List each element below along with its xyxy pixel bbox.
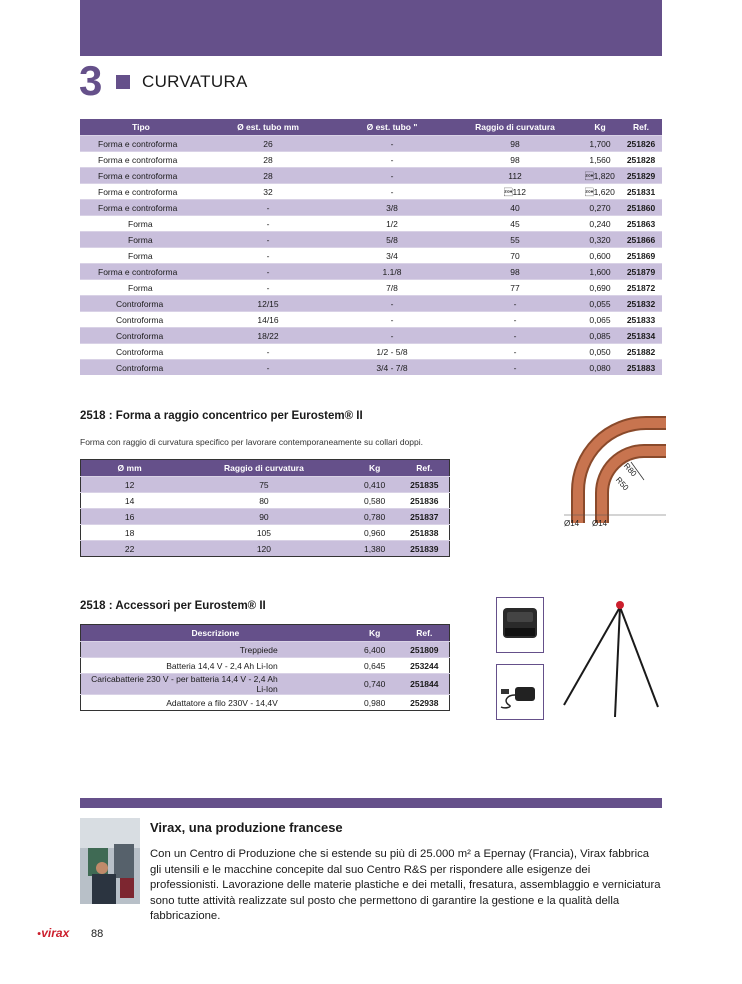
main-cell: 1/2 - 5/8: [334, 344, 450, 360]
acc-header-0: Descrizione: [81, 625, 350, 642]
main-cell: 251872: [620, 280, 662, 296]
main-cell: 1.1/8: [334, 264, 450, 280]
main-cell: Controforma: [80, 360, 202, 376]
main-cell: 112: [450, 168, 580, 184]
main-cell: 0,690: [580, 280, 620, 296]
main-cell: -: [450, 344, 580, 360]
charger-image: [496, 664, 544, 720]
table-row: [80, 136, 662, 152]
main-cell: Forma: [80, 232, 202, 248]
main-cell: 0,085: [580, 328, 620, 344]
main-cell: Forma: [80, 216, 202, 232]
conc-cell: 12: [81, 477, 179, 493]
conc-header-3: Ref.: [400, 460, 450, 477]
main-cell: 1,820: [580, 168, 620, 184]
main-cell: 251879: [620, 264, 662, 280]
main-cell: 40: [450, 200, 580, 216]
table-row: [81, 509, 450, 525]
tripod-image: [560, 595, 662, 720]
main-cell: 0,055: [580, 296, 620, 312]
table-row: [80, 344, 662, 360]
main-cell: 251883: [620, 360, 662, 376]
table-row: [80, 296, 662, 312]
conc-cell: 0,780: [350, 509, 400, 525]
main-cell: -: [202, 360, 334, 376]
conc-cell: 0,410: [350, 477, 400, 493]
table-row: [81, 493, 450, 509]
main-cell: 70: [450, 248, 580, 264]
header-band: [80, 0, 662, 56]
main-cell: 3/4 - 7/8: [334, 360, 450, 376]
main-cell: 45: [450, 216, 580, 232]
table-row: [80, 360, 662, 376]
conc-cell: 120: [178, 541, 349, 557]
main-cell: 1,620: [580, 184, 620, 200]
acc-cell: Batteria 14,4 V - 2,4 Ah Li-Ion: [81, 658, 350, 674]
main-cell: Forma: [80, 248, 202, 264]
accessories-table: [80, 624, 450, 711]
conc-cell: 90: [178, 509, 349, 525]
main-cell: -: [334, 296, 450, 312]
main-cell: 1,560: [580, 152, 620, 168]
conc-cell: 16: [81, 509, 179, 525]
conc-cell: 1,380: [350, 541, 400, 557]
footer-band: [80, 798, 662, 808]
main-header-4: Kg: [580, 119, 620, 136]
main-cell: -: [202, 344, 334, 360]
main-cell: 7/8: [334, 280, 450, 296]
table-row: [81, 658, 450, 674]
acc-header-2: Ref.: [400, 625, 450, 642]
main-cell: 251882: [620, 344, 662, 360]
radius-inner-label: R50: [613, 475, 631, 493]
main-cell: 251831: [620, 184, 662, 200]
acc-cell: 252938: [400, 695, 450, 711]
table-row: [80, 216, 662, 232]
main-cell: -: [202, 232, 334, 248]
conc-cell: 251837: [400, 509, 450, 525]
table-row: [81, 642, 450, 658]
table-row: [80, 280, 662, 296]
main-cell: -: [450, 312, 580, 328]
conc-cell: 251835: [400, 477, 450, 493]
main-header-3: Raggio di curvatura: [450, 119, 580, 136]
conc-header-0: Ø mm: [81, 460, 179, 477]
table-row: [80, 264, 662, 280]
main-cell: 1,700: [580, 136, 620, 152]
main-cell: 12/15: [202, 296, 334, 312]
acc-cell: 0,740: [350, 674, 400, 695]
table-row: [80, 168, 662, 184]
table-row: [81, 695, 450, 711]
main-cell: 1/2: [334, 216, 450, 232]
main-cell: -: [334, 168, 450, 184]
table-row: [81, 525, 450, 541]
section-title: CURVATURA: [142, 72, 248, 91]
main-cell: Forma e controforma: [80, 168, 202, 184]
table-row: [80, 232, 662, 248]
main-cell: 251828: [620, 152, 662, 168]
conc-cell: 251839: [400, 541, 450, 557]
page-number: 88: [91, 928, 104, 940]
conc-cell: 80: [178, 493, 349, 509]
conc-header-1: Raggio di curvatura: [178, 460, 349, 477]
main-cell: -: [202, 264, 334, 280]
diameter-2-label: Ø14: [592, 519, 608, 528]
table-row: [80, 312, 662, 328]
main-cell: 112: [450, 184, 580, 200]
main-header-5: Ref.: [620, 119, 662, 136]
acc-cell: Caricabatterie 230 V - per batteria 14,4 V - 2,4 Ah Li-Ion: [81, 674, 350, 695]
conc-cell: 251836: [400, 493, 450, 509]
virax-logo: ●virax: [37, 926, 70, 940]
main-cell: Controforma: [80, 312, 202, 328]
main-cell: 3/4: [334, 248, 450, 264]
main-cell: 251833: [620, 312, 662, 328]
main-cell: 251863: [620, 216, 662, 232]
conc-cell: 75: [178, 477, 349, 493]
table-row: [81, 477, 450, 493]
main-cell: 77: [450, 280, 580, 296]
conc-cell: 22: [81, 541, 179, 557]
main-cell: 251834: [620, 328, 662, 344]
main-cell: 26: [202, 136, 334, 152]
bend-diagram: [556, 405, 666, 530]
main-cell: 0,240: [580, 216, 620, 232]
main-cell: -: [202, 216, 334, 232]
main-cell: Controforma: [80, 328, 202, 344]
concentric-description: Forma con raggio di curvatura specifico per lavorare contemporaneamente su collari doppi.: [80, 437, 424, 447]
main-cell: 0,065: [580, 312, 620, 328]
conc-cell: 18: [81, 525, 179, 541]
main-cell: 1,600: [580, 264, 620, 280]
main-cell: 0,600: [580, 248, 620, 264]
main-cell: -: [202, 248, 334, 264]
main-cell: 251866: [620, 232, 662, 248]
conc-cell: 0,960: [350, 525, 400, 541]
concentric-title: 2518 : Forma a raggio concentrico per Eurostem® II: [80, 410, 363, 422]
main-cell: -: [202, 280, 334, 296]
main-cell: -: [334, 328, 450, 344]
main-header-0: Tipo: [80, 119, 202, 136]
main-cell: -: [334, 184, 450, 200]
conc-cell: 251838: [400, 525, 450, 541]
main-cell: 0,080: [580, 360, 620, 376]
main-cell: -: [202, 200, 334, 216]
table-row: [80, 248, 662, 264]
main-cell: -: [334, 152, 450, 168]
acc-cell: Treppiede: [81, 642, 350, 658]
main-header-2: Ø est. tubo ": [334, 119, 450, 136]
main-cell: -: [450, 296, 580, 312]
main-cell: 5/8: [334, 232, 450, 248]
table-row: [81, 541, 450, 557]
acc-cell: 0,980: [350, 695, 400, 711]
virax-body: Con un Centro di Produzione che si estende su più di 25.000 m² a Epernay (Francia), Virax fabbrica gli utensili e le macchine concepite dal suo Centro R&S per rispondere alle esigenze dei professionisti. Lavorazione delle materie plastiche e dei metalli, fresatura, assemblaggio e verniciatura sono tutte attività realizzate sul posto che permettono di garantire la gestione e la qualità della fabbricazione.: [150, 848, 661, 922]
main-cell: 32: [202, 184, 334, 200]
main-cell: 251829: [620, 168, 662, 184]
main-cell: 251869: [620, 248, 662, 264]
accessories-title: 2518 : Accessori per Eurostem® II: [80, 600, 266, 612]
battery-image: [496, 597, 544, 653]
main-cell: 251860: [620, 200, 662, 216]
main-cell: Forma e controforma: [80, 152, 202, 168]
acc-cell: 253244: [400, 658, 450, 674]
section-number: 3: [79, 57, 103, 104]
factory-photo: [80, 818, 140, 904]
radius-outer-label: R80: [621, 461, 639, 479]
acc-cell: 251844: [400, 674, 450, 695]
diameter-1-label: Ø14: [564, 519, 580, 528]
main-cell: Forma e controforma: [80, 136, 202, 152]
main-cell: 28: [202, 168, 334, 184]
main-cell: 55: [450, 232, 580, 248]
table-row: [80, 152, 662, 168]
main-cell: 98: [450, 152, 580, 168]
conc-cell: 105: [178, 525, 349, 541]
curvatura-table: [80, 119, 662, 375]
section-marker-icon: [116, 75, 130, 89]
main-cell: 28: [202, 152, 334, 168]
main-cell: 0,270: [580, 200, 620, 216]
main-cell: Forma e controforma: [80, 184, 202, 200]
conc-cell: 14: [81, 493, 179, 509]
main-cell: -: [334, 312, 450, 328]
main-cell: 14/16: [202, 312, 334, 328]
main-cell: -: [450, 360, 580, 376]
main-cell: Forma: [80, 280, 202, 296]
table-row: [80, 328, 662, 344]
acc-cell: 251809: [400, 642, 450, 658]
table-row: [80, 200, 662, 216]
main-cell: 0,320: [580, 232, 620, 248]
acc-cell: Adattatore a filo 230V - 14,4V: [81, 695, 350, 711]
main-cell: 0,050: [580, 344, 620, 360]
acc-cell: 0,645: [350, 658, 400, 674]
main-cell: Controforma: [80, 296, 202, 312]
main-cell: -: [450, 328, 580, 344]
virax-title: Virax, una produzione francese: [150, 820, 343, 835]
concentric-table: [80, 459, 450, 557]
acc-cell: 6,400: [350, 642, 400, 658]
main-cell: -: [334, 136, 450, 152]
main-cell: Forma e controforma: [80, 200, 202, 216]
main-cell: 98: [450, 264, 580, 280]
main-header-1: Ø est. tubo mm: [202, 119, 334, 136]
main-cell: 98: [450, 136, 580, 152]
acc-header-1: Kg: [350, 625, 400, 642]
main-cell: Controforma: [80, 344, 202, 360]
main-cell: Forma e controforma: [80, 264, 202, 280]
main-cell: 18/22: [202, 328, 334, 344]
conc-cell: 0,580: [350, 493, 400, 509]
conc-header-2: Kg: [350, 460, 400, 477]
table-row: [80, 184, 662, 200]
main-cell: 251826: [620, 136, 662, 152]
main-cell: 3/8: [334, 200, 450, 216]
table-row: [81, 674, 450, 695]
main-cell: 251832: [620, 296, 662, 312]
